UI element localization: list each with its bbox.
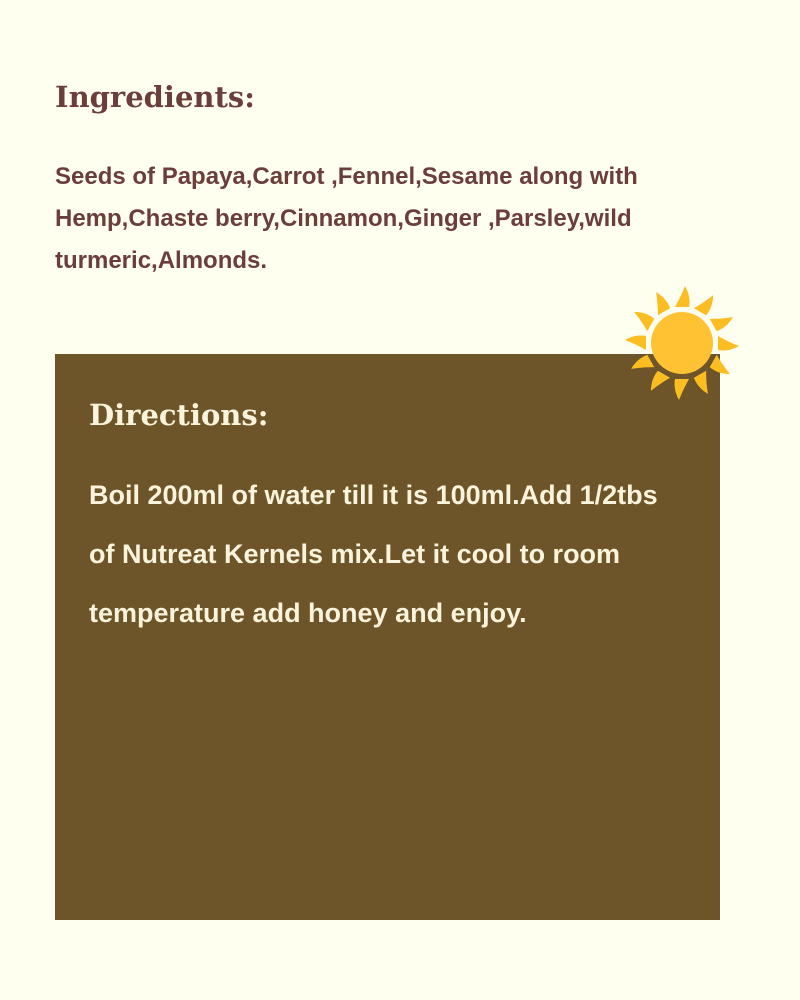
sun-ray [651,371,670,391]
sun-ray [694,295,713,315]
sun-ray [675,286,690,307]
ingredients-list: Seeds of Papaya,Carrot ,Fennel,Sesame along with Hemp,Chaste berry,Cinnamon,Ginger ,Parsley,wild turmeric,Almonds. [55,163,638,274]
sun-ray [634,312,654,331]
sun-ray [710,355,730,374]
sun-ray [625,336,646,351]
sun-ray [710,317,733,331]
directions-card [55,354,720,920]
sun-ray [656,292,670,315]
sun-icon [622,283,742,403]
sun-ray [694,371,708,394]
directions-heading: Directions: [89,398,269,432]
sun-core [651,312,713,374]
sun-ray [675,379,690,400]
sun-ray [718,336,739,351]
ingredients-heading: Ingredients: [55,80,255,114]
sun-ray [631,355,654,369]
directions-text: Boil 200ml of water till it is 100ml.Add 1/2tbs of Nutreat Kernels mix.Let it cool to room temperature add honey and enjoy. [89,480,658,628]
